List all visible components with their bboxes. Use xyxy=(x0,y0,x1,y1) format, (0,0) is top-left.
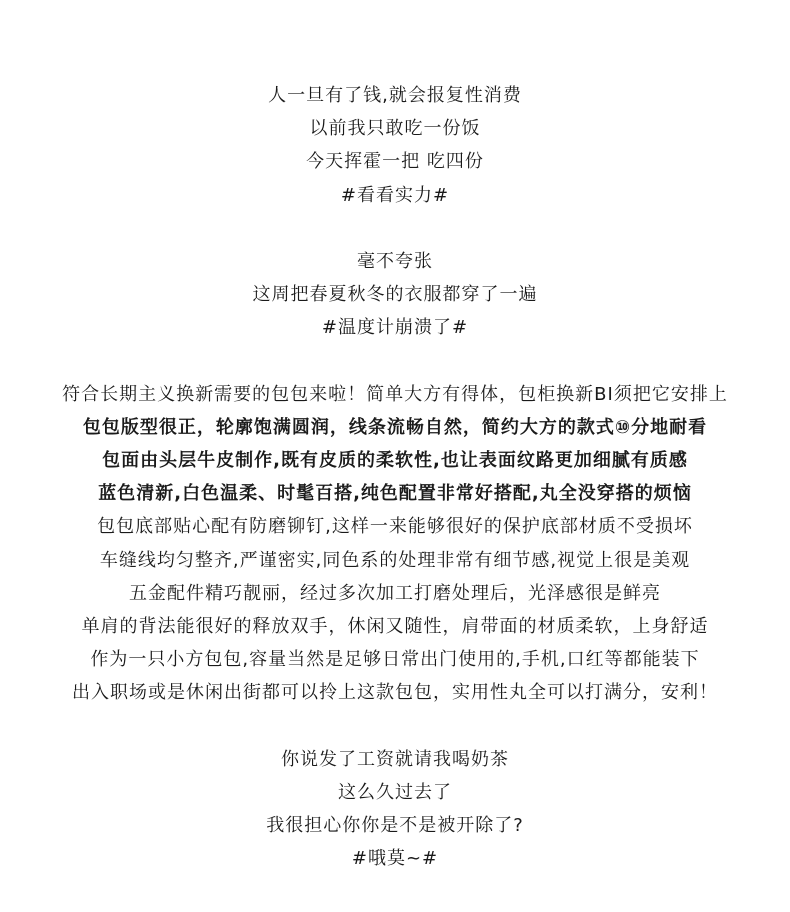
hashtag: #看看实力# xyxy=(340,184,450,206)
hashtag: #温度计崩溃了# xyxy=(321,317,469,339)
stanza-clothes xyxy=(0,245,790,345)
product-description xyxy=(0,378,790,710)
text-line: 这周把春夏秋冬的衣服都穿了一遍 xyxy=(252,284,538,306)
product-highlight: 蓝色清新,白色温柔、时髦百搭,纯色配置非常好搭配,丸全没穿搭的烦恼 xyxy=(98,483,692,505)
product-detail: 出入职场或是休闲出街都可以拎上这款包包，实用性丸全可以打满分，安利！ xyxy=(72,682,718,704)
text-line: 人一旦有了钱,就会报复性消费 xyxy=(268,85,522,106)
text-line: 今天挥霍一把 吃四份 xyxy=(306,151,484,173)
spacer xyxy=(0,345,790,378)
product-detail: 包包底部贴心配有防磨铆钉,这样一来能够很好的保护底部材质不受损坏 xyxy=(97,516,693,538)
stanza-spending xyxy=(0,79,790,212)
product-highlight: 包包版型很正，轮廓饱满圆润，线条流畅自然，简约大方的款式⑩分地耐看 xyxy=(82,416,708,438)
product-highlight: 包面由头层牛皮制作,既有皮质的柔软性,也让表面纹路更加细腻有质感 xyxy=(102,450,688,472)
spacer xyxy=(0,710,790,743)
text-line: 这么久过去了 xyxy=(338,781,452,803)
text-line: 以前我只敢吃一份饭 xyxy=(309,118,481,140)
product-detail: 车缝线均匀整齐,严谨密实,同色系的处理非常有细节感,视觉上很是美观 xyxy=(99,549,691,571)
product-detail: 单肩的背法能很好的释放双手，休闲又随性，肩带面的材质柔软，上身舒适 xyxy=(81,616,709,637)
text-line: 我很担心你你是不是被开除了? xyxy=(266,815,524,837)
product-detail: 五金配件精巧靓丽，经过多次加工打磨处理后，光泽感很是鲜亮 xyxy=(129,582,661,604)
stanza-milk-tea xyxy=(0,743,790,876)
text-line: 你说发了工资就请我喝奶茶 xyxy=(281,748,509,770)
product-intro: 符合长期主义换新需要的包包来啦！简单大方有得体，包柜换新BI须把它安排上 xyxy=(62,383,728,405)
text-line: 毫不夸张 xyxy=(357,250,433,272)
product-detail: 作为一只小方包包,容量当然是足够日常出门使用的,手机,口红等都能装下 xyxy=(90,649,700,671)
spacer xyxy=(0,212,790,245)
hashtag: #哦莫~# xyxy=(351,848,439,870)
